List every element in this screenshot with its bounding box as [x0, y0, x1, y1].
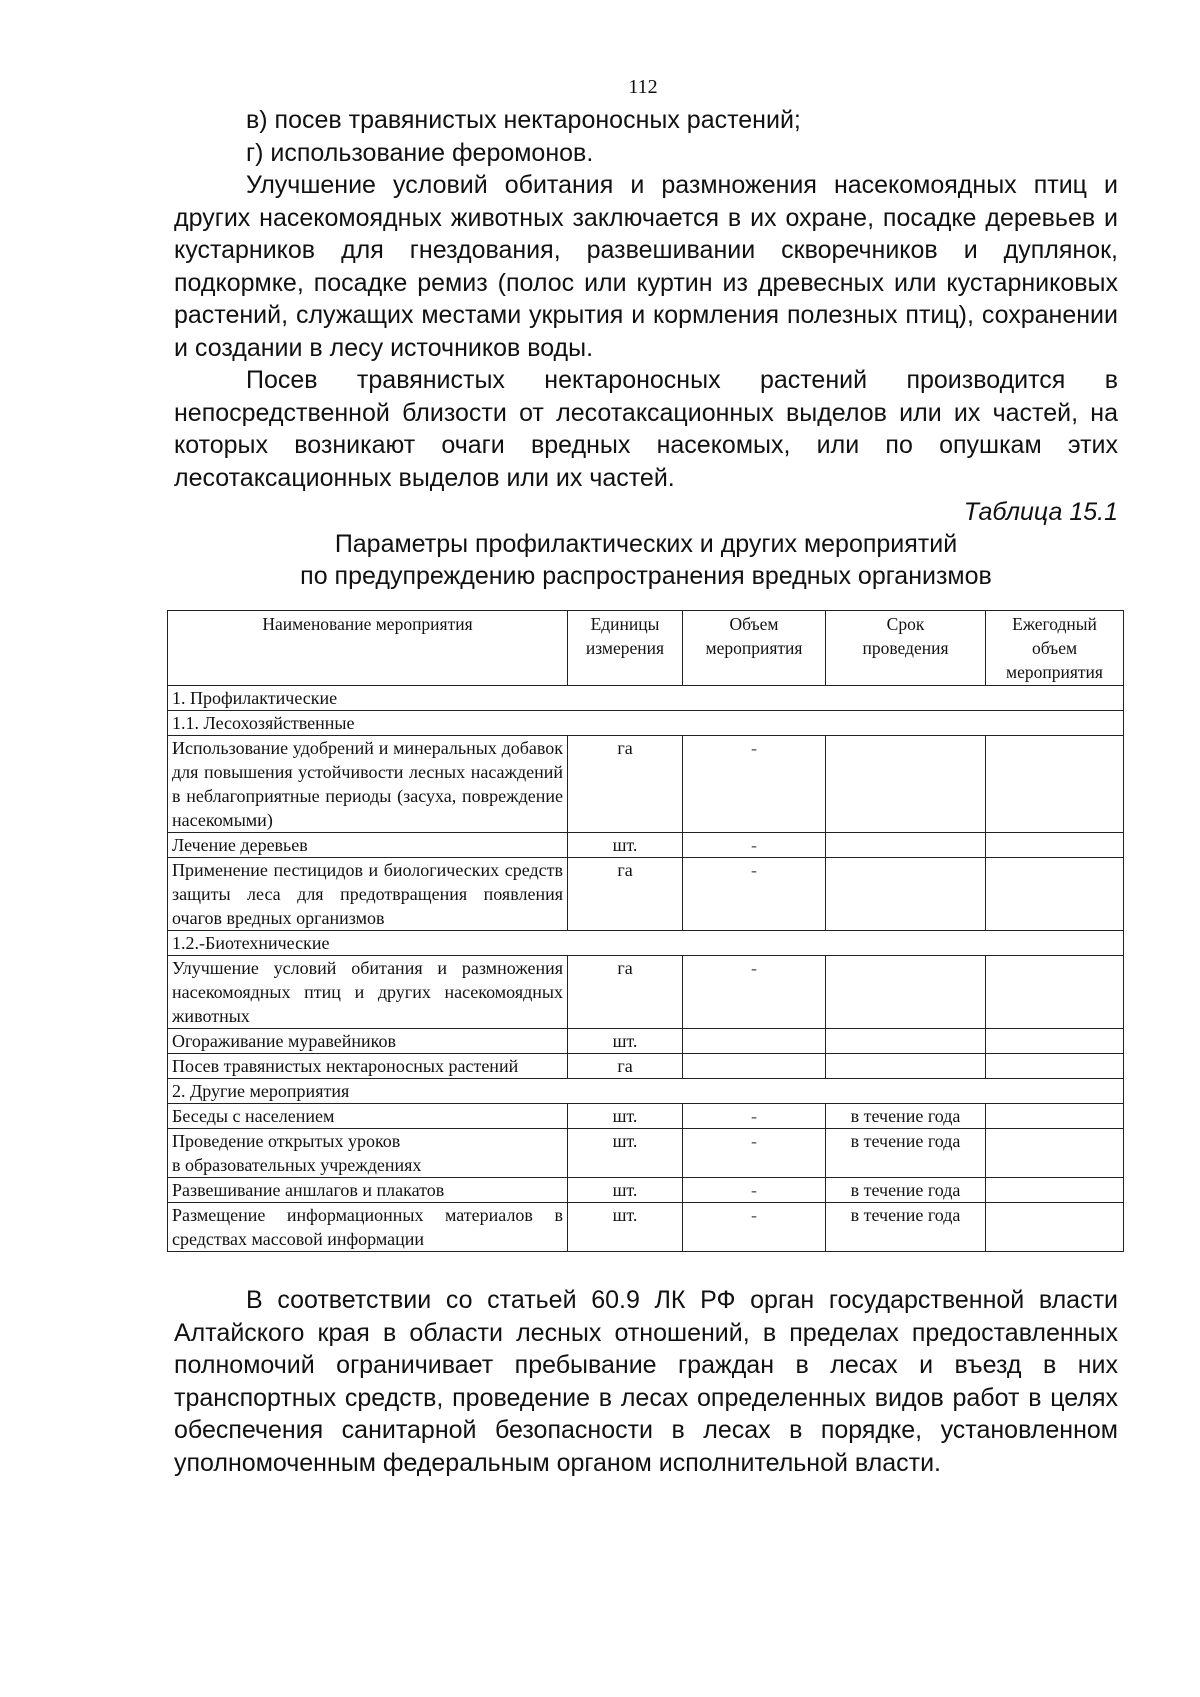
cell-volume: -	[683, 833, 826, 858]
header-annual: Ежегодный объем мероприятия	[986, 611, 1124, 686]
cell-volume: -	[683, 1129, 826, 1178]
table-row	[168, 736, 1124, 833]
cell-term: в течение года	[826, 1104, 986, 1129]
cell-term	[826, 956, 986, 1029]
cell-volume: -	[683, 858, 826, 931]
list-item-v: в) посев травянистых нектароносных растений;	[246, 106, 801, 134]
table-row	[168, 1203, 1124, 1252]
cell-term: в течение года	[826, 1178, 986, 1203]
cell-unit: га	[568, 956, 683, 1029]
cell-annual	[986, 1203, 1124, 1252]
table-title-line-1: Параметры профилактических и других мероприятий	[334, 530, 958, 558]
cell-volume	[683, 1029, 826, 1054]
header-volume: Объем мероприятия	[683, 611, 826, 686]
cell-name: Использование удобрений и минеральных добавок для повышения устойчивости лесных насаждений в неблагоприятные периоды (засуха, повреждение насекомыми)	[168, 736, 568, 833]
cell-unit: га	[568, 858, 683, 931]
cell-name: Посев травянистых нектароносных растений	[168, 1054, 568, 1079]
section-row	[168, 931, 1124, 956]
cell-annual	[986, 1178, 1124, 1203]
cell-annual	[986, 1104, 1124, 1129]
table-row	[168, 1029, 1124, 1054]
cell-term: в течение года	[826, 1129, 986, 1178]
page-number: 112	[628, 76, 658, 98]
cell-volume: -	[683, 1104, 826, 1129]
section-preventive: 1. Профилактические	[168, 686, 1124, 711]
table-title-line-2: по предупреждению распространения вредных организмов	[300, 562, 992, 590]
cell-name: Беседы с населением	[168, 1104, 568, 1129]
cell-annual	[986, 736, 1124, 833]
header-name: Наименование мероприятия	[168, 611, 568, 686]
document-page	[174, 70, 1118, 1479]
table-row	[168, 858, 1124, 931]
cell-annual	[986, 1129, 1124, 1178]
cell-term	[826, 1054, 986, 1079]
table-row	[168, 1129, 1124, 1178]
cell-name: Огораживание муравейников	[168, 1029, 568, 1054]
section-other: 2. Другие мероприятия	[168, 1079, 1124, 1104]
section-row	[168, 711, 1124, 736]
cell-unit: шт.	[568, 1178, 683, 1203]
measures-table-container	[167, 610, 1123, 1252]
cell-volume: -	[683, 1178, 826, 1203]
cell-term	[826, 1029, 986, 1054]
table-row	[168, 1054, 1124, 1079]
cell-unit: га	[568, 1054, 683, 1079]
table-row	[168, 956, 1124, 1029]
cell-volume: -	[683, 956, 826, 1029]
cell-term	[826, 736, 986, 833]
cell-volume: -	[683, 736, 826, 833]
measures-table	[167, 610, 1124, 1252]
table-row	[168, 1178, 1124, 1203]
table-row	[168, 833, 1124, 858]
cell-annual	[986, 956, 1124, 1029]
cell-annual	[986, 1054, 1124, 1079]
cell-annual	[986, 833, 1124, 858]
table-label: Таблица 15.1	[963, 498, 1118, 526]
section-row	[168, 1079, 1124, 1104]
cell-term	[826, 833, 986, 858]
cell-volume	[683, 1054, 826, 1079]
section-biotechnical: 1.2.-Биотехнические	[168, 931, 1124, 956]
cell-name: Проведение открытых уроков в образовательных учреждениях	[168, 1129, 568, 1178]
list-item-g: г) использование феромонов.	[246, 138, 594, 167]
section-row	[168, 686, 1124, 711]
cell-term: в течение года	[826, 1203, 986, 1252]
cell-name: Применение пестицидов и биологических средств защиты леса для предотвращения появления очагов вредных организмов	[168, 858, 568, 931]
cell-unit: шт.	[568, 1203, 683, 1252]
cell-annual	[986, 1029, 1124, 1054]
cell-unit: шт.	[568, 1104, 683, 1129]
cell-name: Улучшение условий обитания и размножения насекомоядных птиц и других насекомоядных животных	[168, 956, 568, 1029]
header-term: Срок проведения	[826, 611, 986, 686]
cell-annual	[986, 858, 1124, 931]
paragraph-nectar-plants: Посев травянистых нектароносных растений производится в непосредственной близости от лесотаксационных выделов или их частей, на которых возникают очаги вредных насекомых, или по опушкам этих лесотаксационных выделов или их частей.	[174, 366, 1118, 492]
cell-volume: -	[683, 1203, 826, 1252]
cell-unit: шт.	[568, 1029, 683, 1054]
cell-name: Размещение информационных материалов в средствах массовой информации	[168, 1203, 568, 1252]
cell-unit: шт.	[568, 833, 683, 858]
paragraph-bird-habitat: Улучшение условий обитания и размножения насекомоядных птиц и других насекомоядных животных заключается в их охране, посадке деревьев и кустарников для гнездования, развешивании скворечников и дуплянок, подкормке, посадке ремиз (полос или куртин из древесных или кустарниковых растений, служащих местами укрытия и кормления полезных птиц), сохранении и создании в лесу источников воды.	[174, 171, 1118, 362]
paragraph-article-60-9: В соответствии со статьей 60.9 ЛК РФ орган государственной власти Алтайского края в области лесных отношений, в пределах предоставленных полномочий ограничивает пребывание граждан в лесах и въезд в них транспортных средств, проведение в лесах определенных видов работ в целях обеспечения санитарной безопасности в лесах в порядке, установленном уполномоченным федеральным органом исполнительной власти.	[174, 1286, 1118, 1477]
section-forestry: 1.1. Лесохозяйственные	[168, 711, 1124, 736]
table-row	[168, 1104, 1124, 1129]
cell-name: Лечение деревьев	[168, 833, 568, 858]
cell-unit: га	[568, 736, 683, 833]
cell-term	[826, 858, 986, 931]
header-unit: Единицы измерения	[568, 611, 683, 686]
table-header-row	[168, 611, 1124, 686]
cell-name: Развешивание аншлагов и плакатов	[168, 1178, 568, 1203]
cell-unit: шт.	[568, 1129, 683, 1178]
